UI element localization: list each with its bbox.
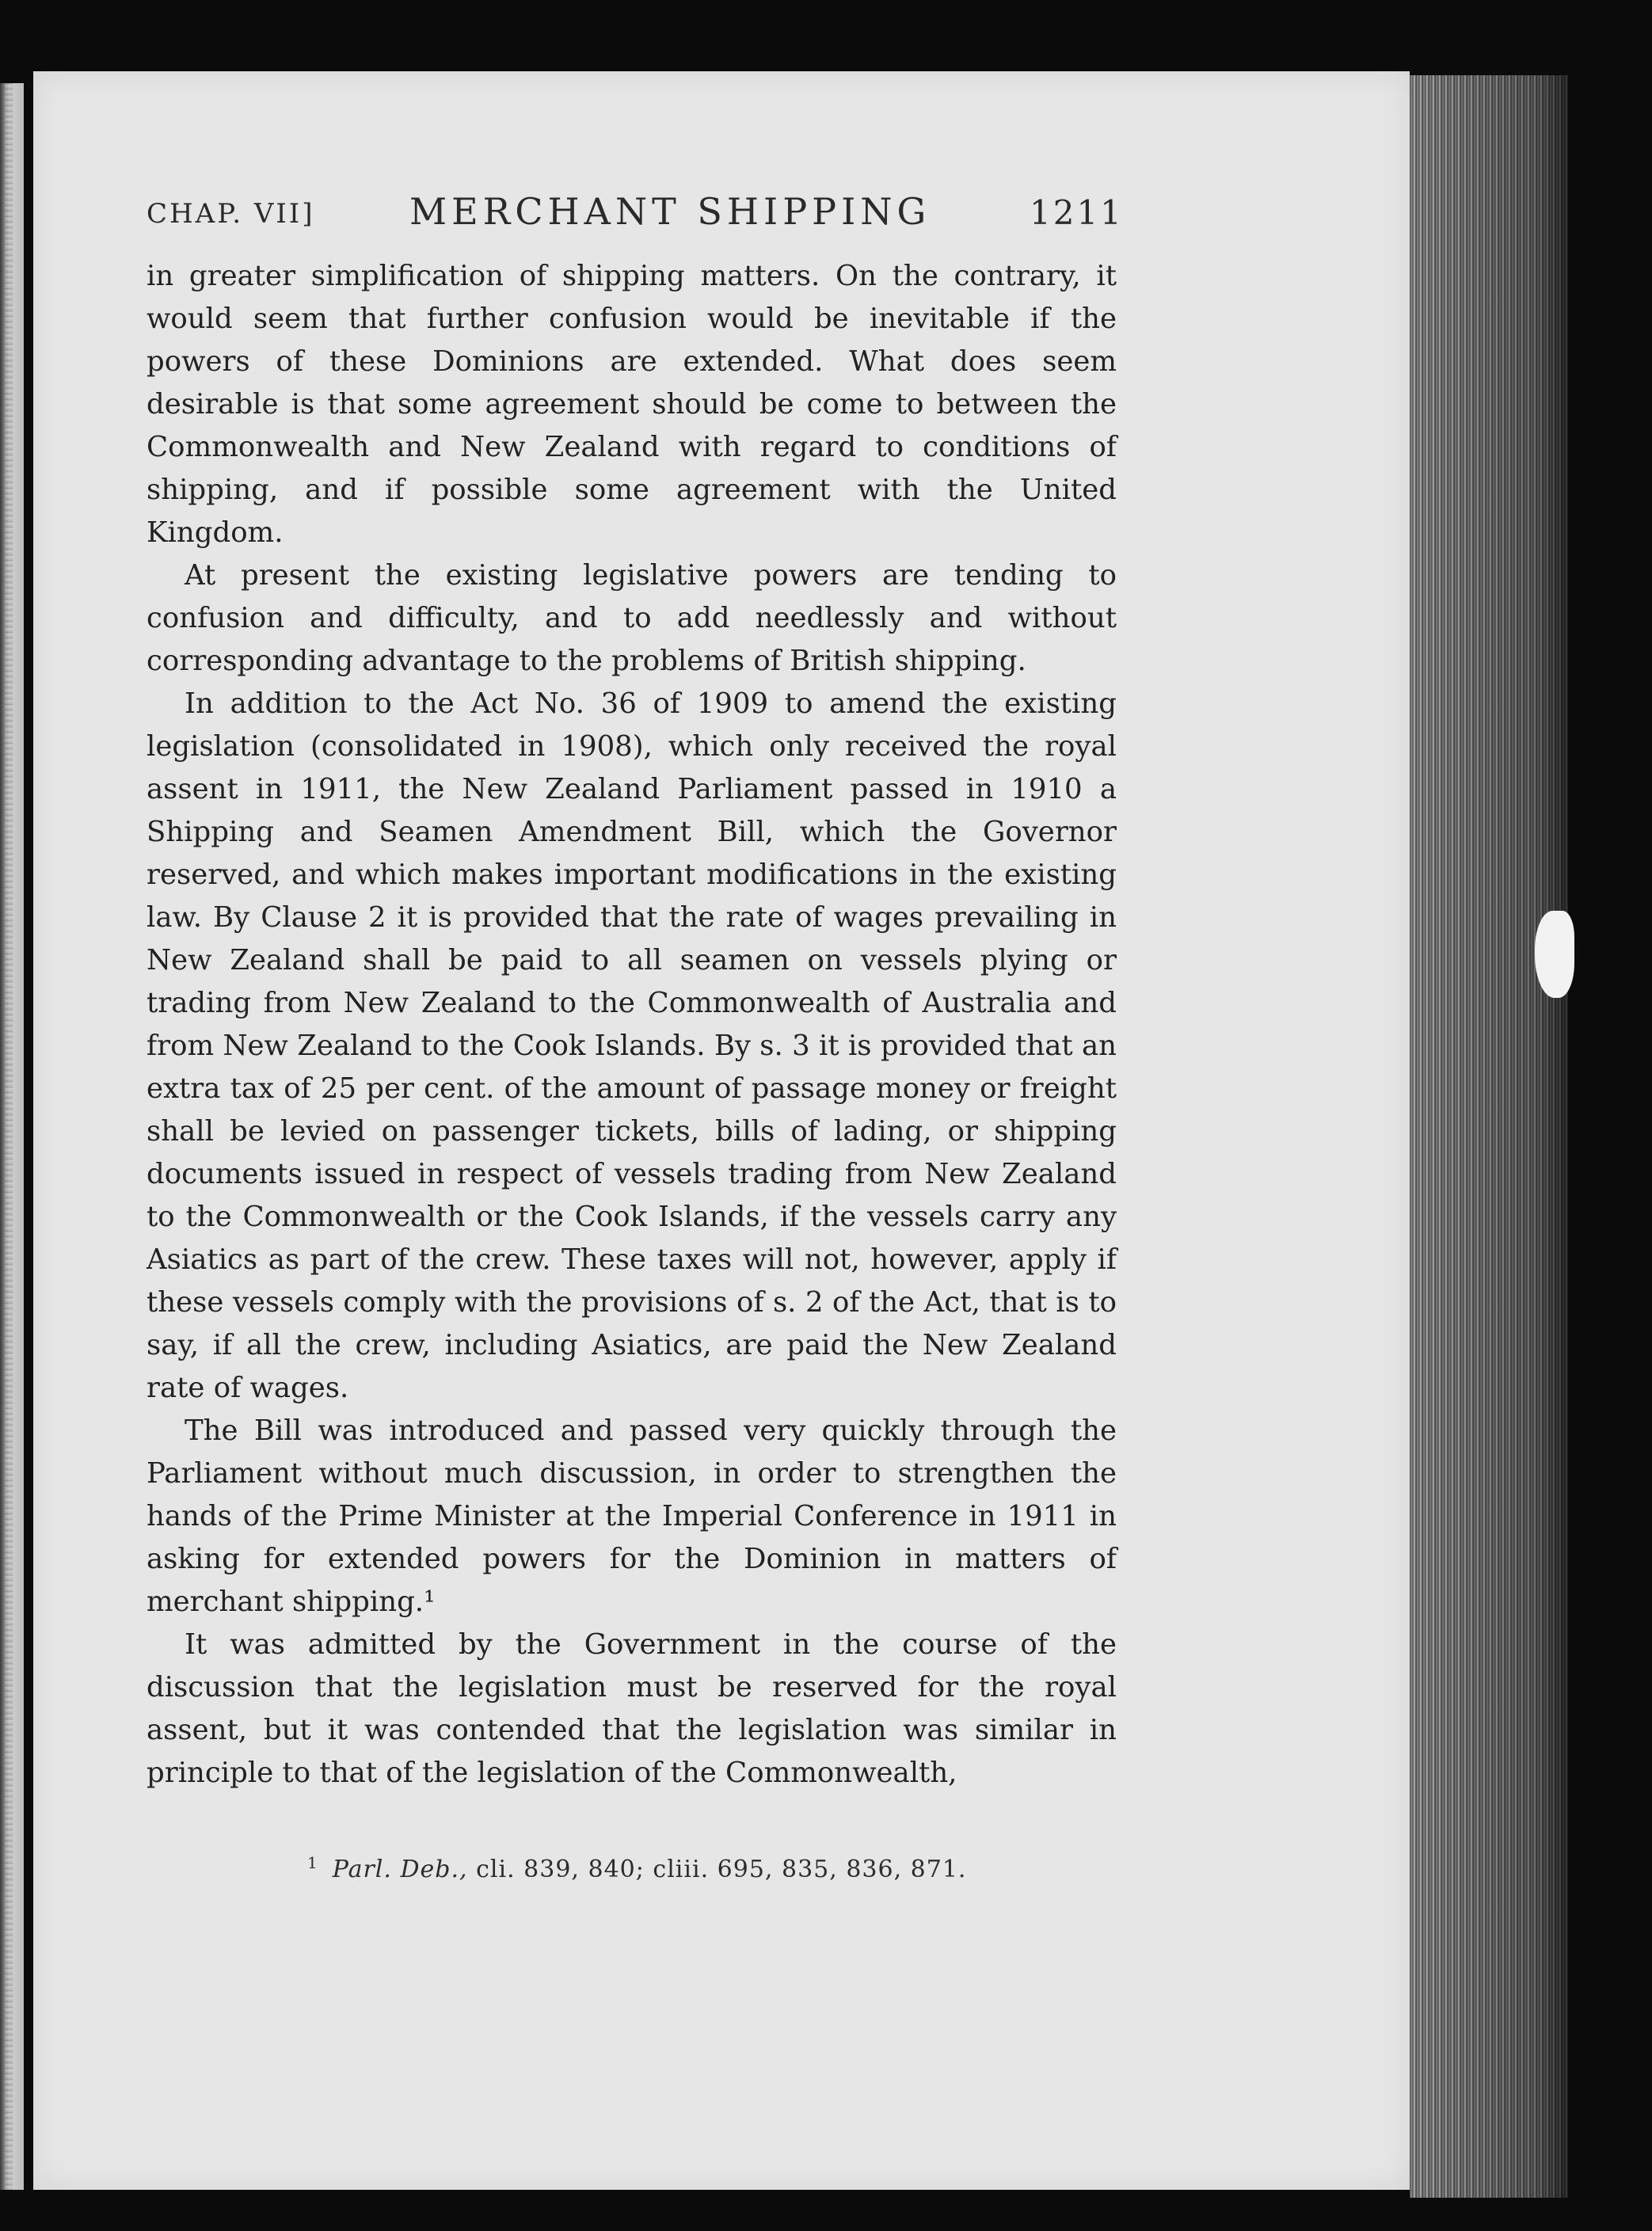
edge-tear — [1535, 911, 1574, 998]
paragraph: In addition to the Act No. 36 of 1909 to amend the existing legislation (consolidated in 1908), which only received the royal assent in 1911, the New Zealand Parliament passed in 1910 a Shipping and Seamen Amendment Bill, which the Governor reserved, and which makes important modifications in the existing law. By Clause 2 it is provided that the rate of wages prevailing in New Zealand shall be paid to all seamen on vessels plying or trading from New Zealand to the Commonwealth of Australia and from New Zealand to the Cook Islands. By s. 3 it is provided that an extra tax of 25 per cent. of the amount of passage money or freight shall be levied on passenger tickets, bills of lading, or shipping documents issued in respect of vessels trading from New Zealand to the Commonwealth or the Cook Islands, if the vessels carry any Asiatics as part of the crew. These taxes will not, however, apply if these vessels comply with the provisions of s. 2 of the Act, that is to say, if all the crew, including Asiatics, are paid the New Zealand rate of wages. — [147, 687, 1117, 1404]
footnote — [307, 1853, 966, 1883]
running-head — [147, 190, 1124, 238]
chapter-label: CHAP. VII] — [147, 198, 315, 230]
facing-page-edge — [0, 83, 24, 2190]
paragraph: At present the existing legislative powers are tending to confusion and difficulty, and to add needlessly and without corresponding advantage to the problems of British shipping. — [147, 559, 1117, 677]
footnote-refs: cli. 839, 840; cliii. 695, 835, 836, 871. — [476, 1856, 967, 1883]
paragraph: in greater simplification of shipping matters. On the contrary, it would seem that further confusion would be inevitable if the powers of these Dominions are extended. What does seem desirable is that some agreement should be come to between the Commonwealth and New Zealand with regard to conditions of shipping, and if possible some agreement with the United Kingdom. — [147, 260, 1117, 549]
paragraph: The Bill was introduced and passed very quickly through the Parliament without much discussion, in order to strengthen the hands of the Prime Minister at the Imperial Conference in 1911 in asking for extended powers for the Dominion in matters of merchant shipping.¹ — [147, 1414, 1117, 1618]
footnote-source: Parl. Deb., — [332, 1856, 468, 1883]
running-title: MERCHANT SHIPPING — [409, 190, 931, 233]
body-text — [147, 255, 1117, 1795]
fore-edge-shadow — [1410, 75, 1568, 2198]
page-number: 1211 — [1030, 193, 1124, 232]
footnote-mark: 1 — [307, 1853, 318, 1872]
paragraph: It was admitted by the Government in the course of the discussion that the legislation must be reserved for the royal assent, but it was contended that the legislation was similar in principle to that of the legislation of the Commonwealth, — [147, 1628, 1117, 1789]
